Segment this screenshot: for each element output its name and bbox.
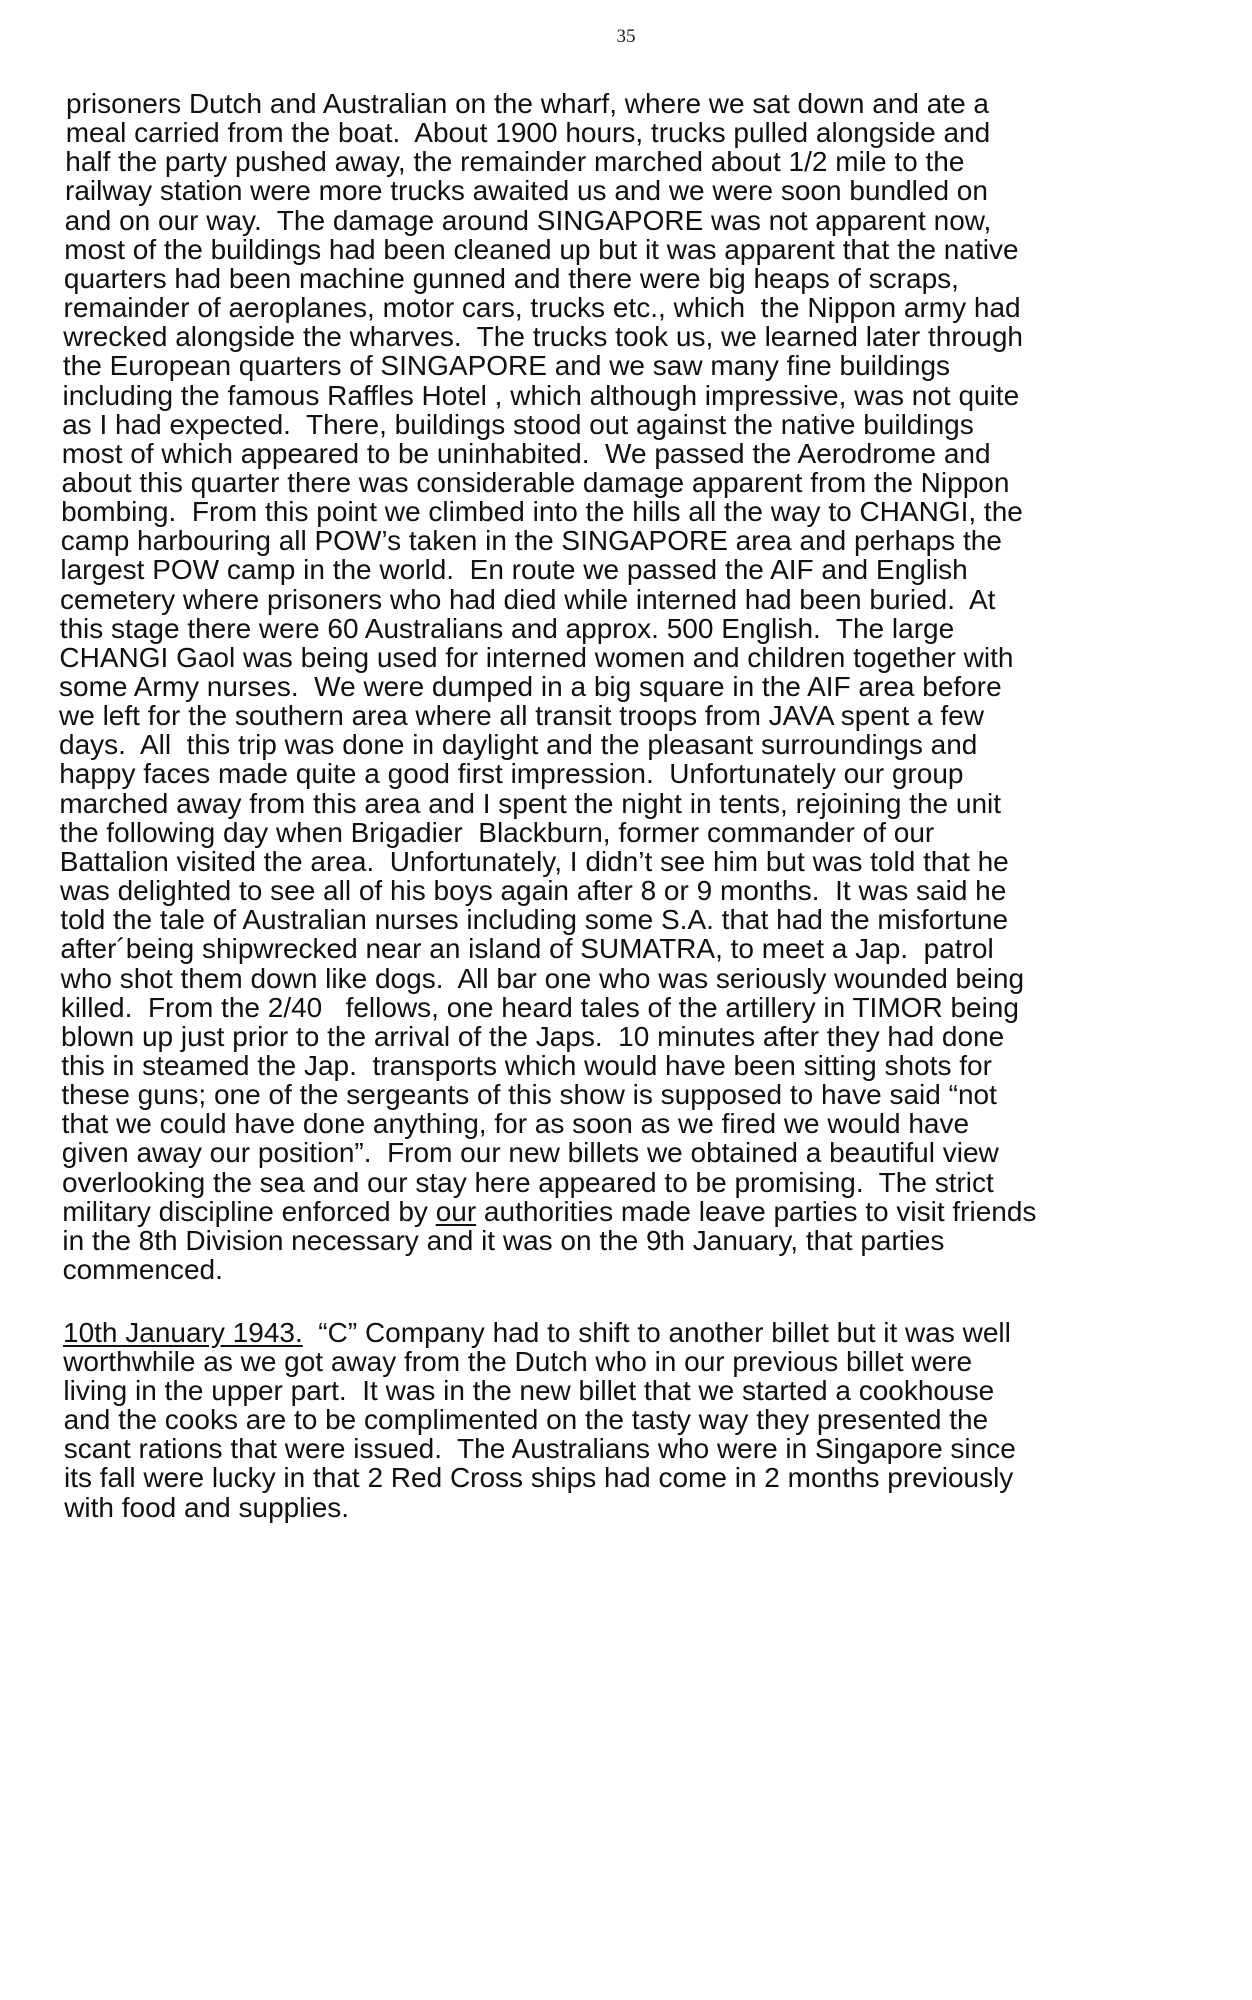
text-line: bombing. From this point we climbed into the hills all the way to CHANGI, the: [61, 496, 1023, 528]
text-line: remainder of aeroplanes, motor cars, trucks etc., which the Nippon army had: [63, 292, 1021, 323]
text-line: as I had expected. There, buildings stood out against the native buildings: [62, 408, 974, 440]
text-line: the European quarters of SINGAPORE and we saw many fine buildings: [62, 350, 951, 382]
text-line: after´being shipwrecked near an island of SUMATRA, to meet a Jap. patrol: [60, 933, 994, 965]
text-line: and on our way. The damage around SINGAPORE was not apparent now,: [64, 204, 992, 236]
text-line: was delighted to see all of his boys again after 8 or 9 months. It was said he: [60, 875, 1007, 906]
text-line: overlooking the sea and our stay here appeared to be promising. The strict: [62, 1166, 994, 1198]
text-line: and the cooks are to be complimented on the tasty way they presented the: [63, 1404, 989, 1436]
text-segment: authorities made leave parties to visit friends: [476, 1195, 1037, 1227]
text-line: this stage there were 60 Australians and approx. 500 English. The large: [59, 612, 955, 644]
text-line: some Army nurses. We were dumped in a big square in the AIF area before: [59, 671, 1002, 702]
page-number: 35: [616, 26, 636, 47]
text-line: days. All this trip was done in daylight and the pleasant surroundings and: [59, 729, 978, 761]
text-line: living in the upper part. It was in the new billet that we started a cookhouse: [63, 1375, 995, 1406]
text-line: cemetery where prisoners who had died while interned had been buried. At: [60, 583, 996, 615]
text-line: about this quarter there was considerable damage apparent from the Nippon: [61, 466, 1010, 498]
text-line: the following day when Brigadier Blackburn, former commander of our: [59, 816, 935, 848]
text-line: in the 8th Division necessary and it was on the 9th January, that parties: [62, 1224, 945, 1256]
text-line: most of which appeared to be uninhabited. We passed the Aerodrome and: [61, 437, 991, 469]
text-line: camp harbouring all POW’s taken in the SINGAPORE area and perhaps the: [60, 525, 1002, 557]
text-line: we left for the southern area where all transit troops from JAVA spent a few: [59, 700, 984, 732]
text-line: its fall were lucky in that 2 Red Cross ships had come in 2 months previously: [64, 1462, 1014, 1494]
text-line: CHANGI Gaol was being used for interned women and children together with: [59, 641, 1014, 673]
text-line: largest POW camp in the world. En route we passed the AIF and English: [60, 554, 968, 586]
text-line: wrecked alongside the wharves. The trucks took us, we learned later through: [63, 321, 1023, 353]
text-line: worthwhile as we got away from the Dutch who in our previous billet were: [63, 1345, 973, 1377]
text-line: blown up just prior to the arrival of the Japs. 10 minutes after they had done: [61, 1020, 1005, 1052]
text-line: these guns; one of the sergeants of this show is supposed to have said “not: [61, 1079, 997, 1111]
entry-date: 10th January 1943.: [63, 1316, 303, 1348]
text-line: most of the buildings had been cleaned up but it was apparent that the native: [64, 233, 1019, 265]
text-line: with food and supplies.: [64, 1491, 350, 1523]
text-line: marched away from this area and I spent the night in tents, rejoining the unit: [59, 787, 1002, 819]
underlined-word: our: [435, 1195, 477, 1227]
text-line: who shot them down like dogs. All bar one who was seriously wounded being: [60, 962, 1025, 994]
text-line: railway station were more trucks awaited us and we were soon bundled on: [65, 175, 988, 207]
text-line: half the party pushed away, the remainder marched about 1/2 mile to the: [65, 146, 965, 178]
text-line: prisoners Dutch and Australian on the wharf, where we sat down and ate a: [66, 88, 989, 119]
text-line: killed. From the 2/40 fellows, one heard tales of the artillery in TIMOR being: [60, 991, 1019, 1023]
text-line: that we could have done anything, for as soon as we fired we would have: [61, 1108, 970, 1140]
text-line: told the tale of Australian nurses including some S.A. that had the misfortune: [60, 904, 1009, 936]
text-line: quarters had been machine gunned and there were big heaps of scraps,: [63, 262, 959, 294]
text-line: meal carried from the boat. About 1900 hours, trucks pulled alongside and: [65, 117, 991, 149]
text-line: including the famous Raffles Hotel , which although impressive, was not quite: [62, 379, 1020, 411]
text-line: commenced.: [62, 1254, 223, 1285]
text-segment: military discipline enforced by: [62, 1195, 436, 1227]
text-line: scant rations that were issued. The Australians who were in Singapore since: [63, 1433, 1016, 1465]
text-line: this in steamed the Jap. transports which would have been sitting shots for: [61, 1049, 992, 1081]
text-line: happy faces made quite a good first impression. Unfortunately our group: [59, 758, 964, 790]
text-segment: “C” Company had to shift to another billet but it was well: [302, 1316, 1011, 1348]
text-line: given away our position”. From our new billets we obtained a beautiful view: [61, 1137, 999, 1169]
text-line: Battalion visited the area. Unfortunately, I didn’t see him but was told that he: [59, 845, 1009, 877]
